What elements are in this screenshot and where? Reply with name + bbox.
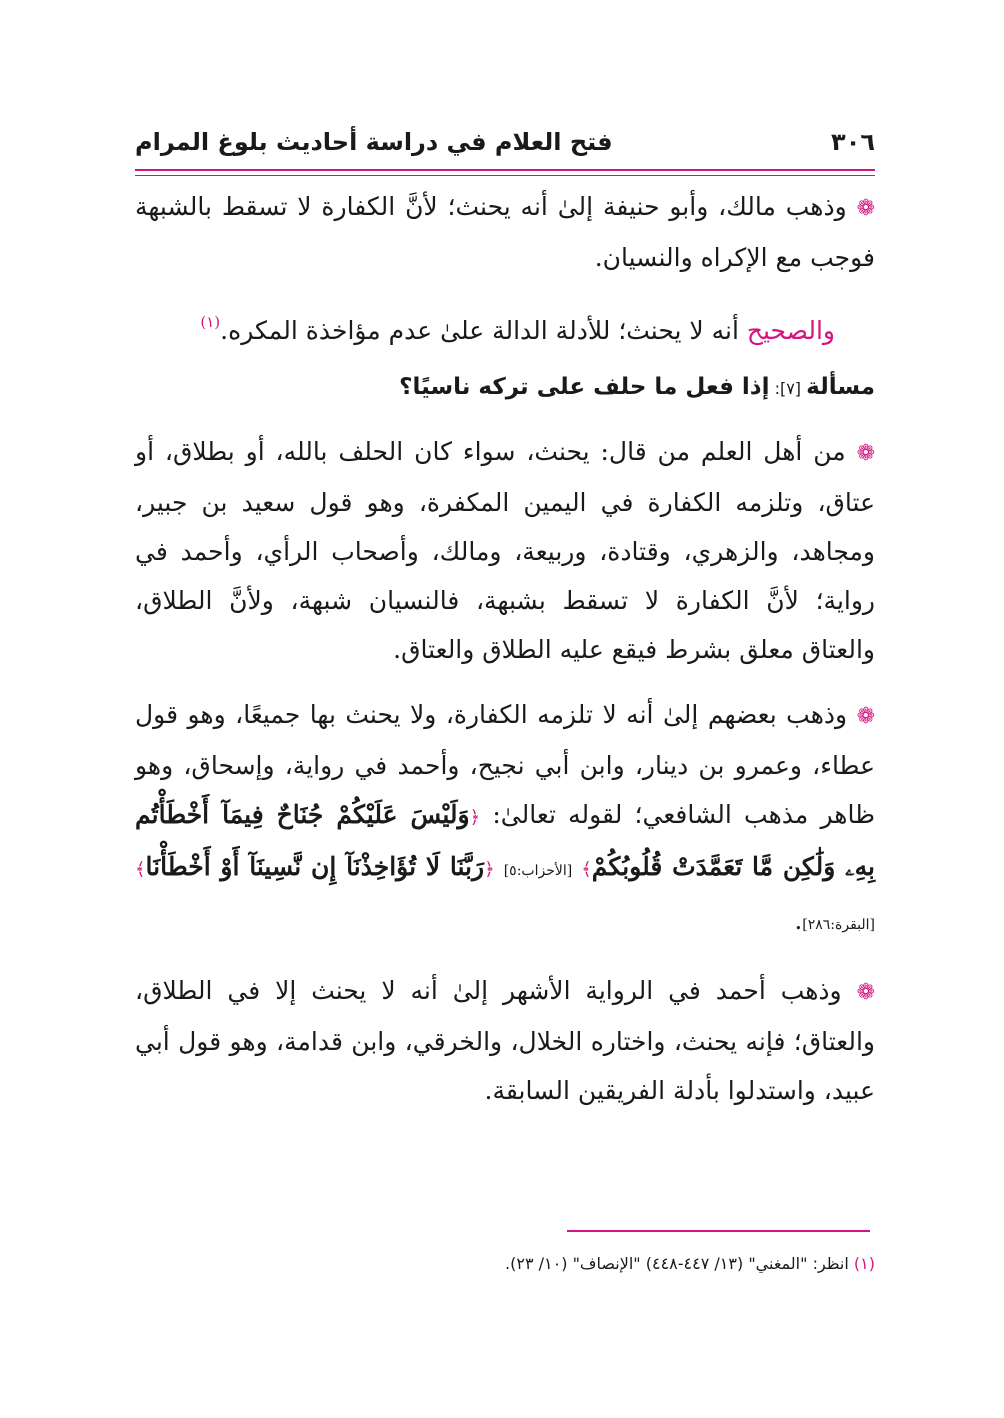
paragraph-3 bbox=[135, 427, 875, 674]
header-rule-thin bbox=[135, 175, 875, 176]
book-title: فتح العلام في دراسة أحاديث بلوغ المرام bbox=[135, 128, 613, 156]
flower-ornament-icon: ❁ bbox=[856, 704, 875, 729]
paragraph-5 bbox=[135, 966, 875, 1115]
footnote-ref[interactable]: (١) bbox=[200, 313, 221, 331]
footnote bbox=[135, 1254, 875, 1273]
footnote-separator bbox=[567, 1230, 870, 1232]
flower-ornament-icon: ❁ bbox=[856, 196, 875, 221]
running-header bbox=[135, 122, 875, 162]
question-number: [٧]: bbox=[769, 379, 807, 398]
question-heading bbox=[135, 365, 875, 411]
paragraph-2-text: أنه لا يحنث؛ للأدلة الدالة علىٰ عدم مؤاخذة المكره. bbox=[220, 316, 747, 345]
highlight-word: والصحيح bbox=[746, 316, 835, 345]
verse-source-1: [الأحزاب:٥] bbox=[503, 863, 573, 879]
verse-source-2: [البقرة:٢٨٦] bbox=[802, 917, 875, 933]
header-rule-thick bbox=[135, 169, 875, 171]
quran-verse-2: رَبَّنَا لَا تُؤَاخِذْنَآ إِن نَّسِينَآ أَوْ أَخْطَأْنَا bbox=[145, 852, 485, 881]
paragraph-3-text: من أهل العلم من قال: يحنث، سواء كان الحلف بالله، أو بطلاق، أو عتاق، وتلزمه الكفارة في اليمين المكفرة، وهو قول سعيد بن جبير، ومجاهد، والزهري، وقتادة، وربيعة، ومالك، وأصحاب الرأي، وأحمد في رواية؛ لأنَّ الكفارة لا تسقط بشبهة، فالنسيان شبهة، ولأنَّ الطلاق، والعتاق معلق بشرط فيقع عليه الطلاق والعتاق. bbox=[135, 437, 875, 664]
main-text bbox=[135, 182, 875, 1115]
paragraph-1-text: وذهب مالك، وأبو حنيفة إلىٰ أنه يحنث؛ لأنَّ الكفارة لا تسقط بالشبهة فوجب مع الإكراه والنسيان. bbox=[135, 192, 875, 272]
question-label: مسألة bbox=[806, 374, 875, 400]
paragraph-4 bbox=[135, 690, 875, 950]
quran-bracket-open: ﴿ bbox=[484, 859, 495, 880]
paragraph-4-text: وذهب بعضهم إلىٰ أنه لا تلزمه الكفارة، ولا يحنث بها جميعًا، وهو قول عطاء، وعمرو بن دينار، وابن أبي نجيح، وأحمد في رواية، وإسحاق، وهو ظاهر مذهب الشافعي؛ لقوله تعالىٰ: bbox=[135, 700, 875, 829]
sentence-end: . bbox=[794, 906, 803, 935]
paragraph-5-text: وذهب أحمد في الرواية الأشهر إلىٰ أنه لا يحنث إلا في الطلاق، والعتاق؛ فإنه يحنث، واختاره الخلال، والخرقي، وابن قدامة، وهو قول أبي عبيد، واستدلوا بأدلة الفريقين السابقة. bbox=[135, 976, 875, 1105]
flower-ornament-icon: ❁ bbox=[856, 980, 875, 1005]
quran-bracket-open: ﴿ bbox=[469, 807, 481, 828]
quran-bracket-close: ﴾ bbox=[581, 859, 592, 880]
footnote-number: (١) bbox=[853, 1254, 875, 1273]
page-number: ٣٠٦ bbox=[831, 128, 875, 156]
quran-verse-1: وَلَيْسَ عَلَيْكُمْ جُنَاحٌ فِيمَآ أَخْطَأْتُم بِهِۦ وَلَٰكِن مَّا تَعَمَّدَتْ قُلُوبُكُمْ bbox=[135, 800, 876, 881]
flower-ornament-icon: ❁ bbox=[856, 441, 875, 466]
footnote-text: انظر: "المغني" (١٣/ ٤٤٧-٤٤٨) "الإنصاف" (١٠/ ٢٣). bbox=[505, 1254, 854, 1273]
paragraph-2 bbox=[135, 298, 875, 355]
paragraph-1 bbox=[135, 182, 875, 282]
question-text: إذا فعل ما حلف على تركه ناسيًا؟ bbox=[399, 374, 770, 400]
quran-bracket-close: ﴾ bbox=[135, 859, 146, 880]
